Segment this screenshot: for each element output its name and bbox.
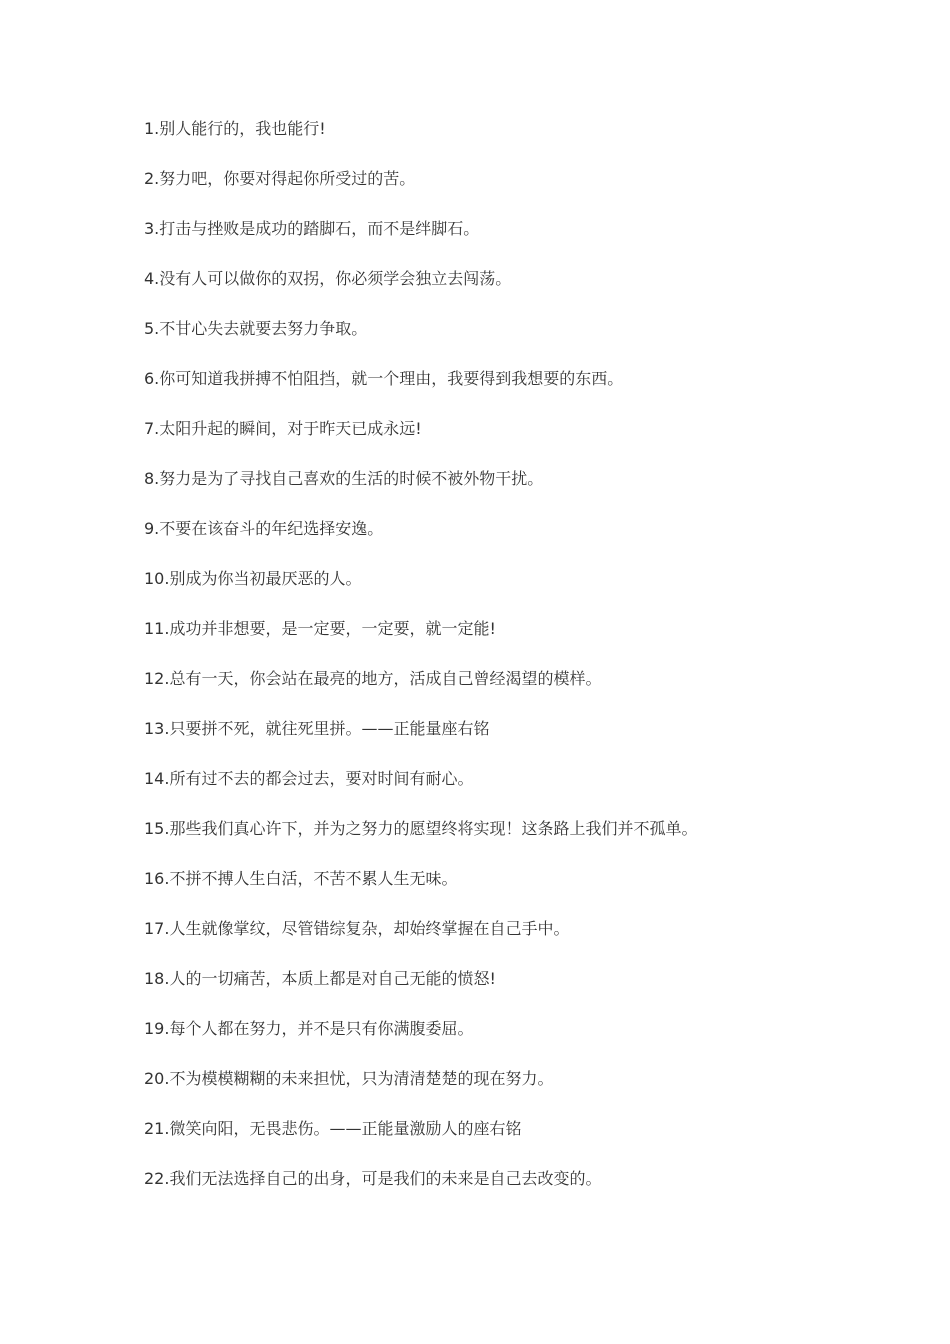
quote-line: 18.人的一切痛苦，本质上都是对自己无能的愤怒! [144, 969, 496, 988]
quote-line: 14.所有过不去的都会过去，要对时间有耐心。 [144, 769, 474, 788]
quote-line: 5.不甘心失去就要去努力争取。 [144, 319, 368, 338]
quote-line: 4.没有人可以做你的双拐，你必须学会独立去闯荡。 [144, 269, 512, 288]
quote-line: 10.别成为你当初最厌恶的人。 [144, 569, 362, 588]
quote-line: 21.微笑向阳，无畏悲伤。——正能量激励人的座右铭 [144, 1119, 522, 1138]
quote-line: 2.努力吧，你要对得起你所受过的苦。 [144, 169, 416, 188]
quote-line: 17.人生就像掌纹，尽管错综复杂，却始终掌握在自己手中。 [144, 919, 570, 938]
quote-line: 12.总有一天，你会站在最亮的地方，活成自己曾经渴望的模样。 [144, 669, 602, 688]
quote-line: 15.那些我们真心许下，并为之努力的愿望终将实现！这条路上我们并不孤单。 [144, 819, 698, 838]
quote-line: 19.每个人都在努力，并不是只有你满腹委屈。 [144, 1019, 474, 1038]
quote-line: 16.不拼不搏人生白活，不苦不累人生无味。 [144, 869, 458, 888]
quote-line: 7.太阳升起的瞬间，对于昨天已成永远! [144, 419, 422, 438]
quote-line: 3.打击与挫败是成功的踏脚石，而不是绊脚石。 [144, 219, 480, 238]
quote-list [144, 116, 924, 1216]
quote-line: 11.成功并非想要，是一定要，一定要，就一定能! [144, 619, 496, 638]
quote-line: 13.只要拼不死，就往死里拼。——正能量座右铭 [144, 719, 490, 738]
quote-line: 6.你可知道我拼搏不怕阻挡，就一个理由，我要得到我想要的东西。 [144, 369, 624, 388]
quote-line: 8.努力是为了寻找自己喜欢的生活的时候不被外物干扰。 [144, 469, 544, 488]
quote-line: 1.别人能行的，我也能行! [144, 119, 326, 138]
quote-line: 9.不要在该奋斗的年纪选择安逸。 [144, 519, 384, 538]
quote-line: 20.不为模模糊糊的未来担忧，只为清清楚楚的现在努力。 [144, 1069, 554, 1088]
quote-line: 22.我们无法选择自己的出身，可是我们的未来是自己去改变的。 [144, 1169, 602, 1188]
